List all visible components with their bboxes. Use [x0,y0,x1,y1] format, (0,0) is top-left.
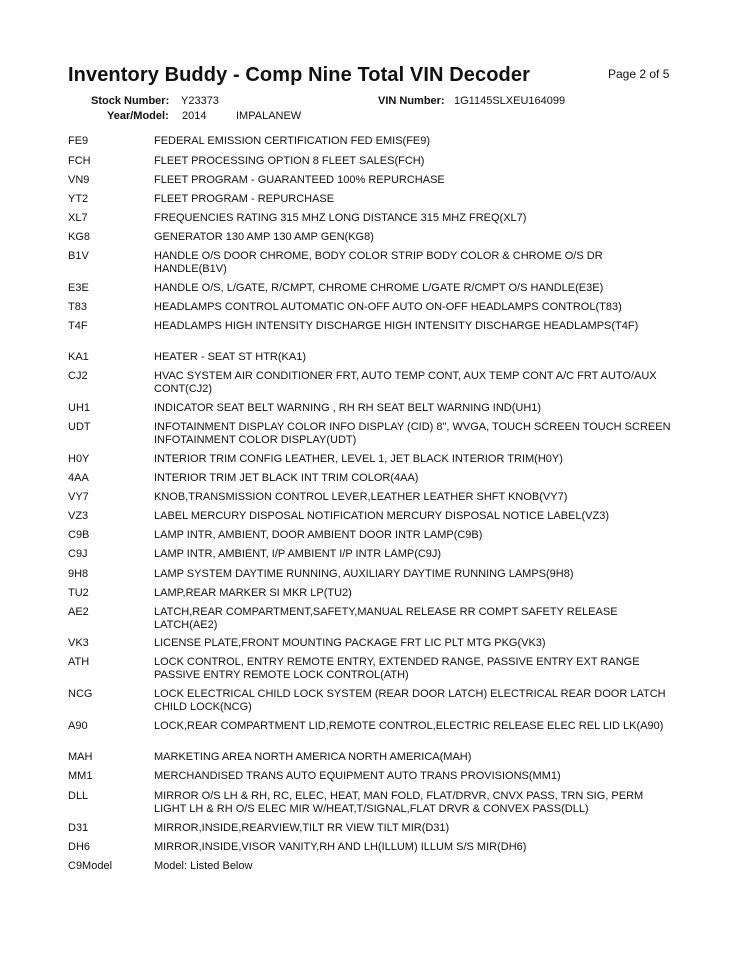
option-description: GENERATOR 130 AMP 130 AMP GEN(KG8) [154,231,374,243]
option-code: UDT [68,421,91,433]
option-code: CJ2 [68,370,88,382]
option-code: KG8 [68,231,91,243]
option-code: C9J [68,548,88,560]
page-number: Page 2 of 5 [608,67,670,81]
vin-number-label: VIN Number: [378,95,445,107]
option-code: T83 [68,301,87,313]
option-code: NCG [68,688,93,700]
option-description: INTERIOR TRIM JET BLACK INT TRIM COLOR(4AA) [154,472,419,484]
option-description: MIRROR O/S LH & RH, RC, ELEC, HEAT, MAN FOLD, FLAT/DRVR, CNVX PASS, TRN SIG, PERM LIGHT LH & RH O/S ELEC MIR W/HEAT,T/SIGNAL,FLAT DRVR & CONVEX PASS(DLL) [154,790,644,815]
vin-number-value: 1G1145SLXEU164099 [454,95,566,107]
option-description: FREQUENCIES RATING 315 MHZ LONG DISTANCE 315 MHZ FREQ(XL7) [154,212,527,224]
option-description: LOCK CONTROL, ENTRY REMOTE ENTRY, EXTENDED RANGE, PASSIVE ENTRY EXT RANGE PASSIVE ENTRY REMOTE LOCK CONTROL(ATH) [154,656,640,681]
option-description: MARKETING AREA NORTH AMERICA NORTH AMERICA(MAH) [154,751,472,763]
option-description: FEDERAL EMISSION CERTIFICATION FED EMIS(FE9) [154,135,431,147]
option-code: FE9 [68,135,89,147]
option-description: HEADLAMPS CONTROL AUTOMATIC ON-OFF AUTO ON-OFF HEADLAMPS CONTROL(T83) [154,301,622,313]
option-code: DLL [68,790,89,802]
option-description: INTERIOR TRIM CONFIG LEATHER, LEVEL 1, JET BLACK INTERIOR TRIM(H0Y) [154,453,563,465]
option-code: DH6 [68,841,91,853]
stock-number-value: Y23373 [181,95,219,107]
option-description: LOCK ELECTRICAL CHILD LOCK SYSTEM (REAR DOOR LATCH) ELECTRICAL REAR DOOR LATCH CHILD LOCK(NCG) [154,688,666,713]
option-code: VY7 [68,491,89,503]
option-description: LICENSE PLATE,FRONT MOUNTING PACKAGE FRT LIC PLT MTG PKG(VK3) [154,637,546,649]
page-title: Inventory Buddy - Comp Nine Total VIN Decoder [68,64,530,86]
option-code: VK3 [68,637,89,649]
option-description: LAMP INTR, AMBIENT, I/P AMBIENT I/P INTR LAMP(C9J) [154,548,442,560]
option-code: VN9 [68,174,90,186]
option-code: A90 [68,720,88,732]
option-code: YT2 [68,193,89,205]
option-code: T4F [68,320,88,332]
option-code: TU2 [68,587,89,599]
option-code: KA1 [68,351,89,363]
option-description: FLEET PROGRAM - GUARANTEED 100% REPURCHASE [154,174,445,186]
option-code: UH1 [68,402,91,414]
stock-number-label: Stock Number: [91,95,170,107]
option-description: LAMP INTR, AMBIENT, DOOR AMBIENT DOOR INTR LAMP(C9B) [154,529,483,541]
option-code: C9B [68,529,90,541]
option-description: MIRROR,INSIDE,REARVIEW,TILT RR VIEW TILT MIR(D31) [154,822,450,834]
option-description: LAMP,REAR MARKER SI MKR LP(TU2) [154,587,352,599]
year-model-label: Year/Model: [107,110,169,122]
option-description: INFOTAINMENT DISPLAY COLOR INFO DISPLAY (CID) 8", WVGA, TOUCH SCREEN TOUCH SCREEN INFOTAINMENT COLOR DISPLAY(UDT) [154,421,671,446]
option-code: B1V [68,250,89,262]
option-code: C9Model [68,860,113,872]
option-description: LABEL MERCURY DISPOSAL NOTIFICATION MERCURY DISPOSAL NOTICE LABEL(VZ3) [154,510,609,522]
option-description: MIRROR,INSIDE,VISOR VANITY,RH AND LH(ILLUM) ILLUM S/S MIR(DH6) [154,841,527,853]
option-code: 9H8 [68,568,89,580]
option-code: MM1 [68,770,93,782]
option-description: FLEET PROCESSING OPTION 8 FLEET SALES(FCH) [154,155,425,167]
option-code: AE2 [68,606,89,618]
option-description: HEADLAMPS HIGH INTENSITY DISCHARGE HIGH INTENSITY DISCHARGE HEADLAMPS(T4F) [154,320,639,332]
option-code: VZ3 [68,510,89,522]
option-code: D31 [68,822,89,834]
option-code: MAH [68,751,93,763]
option-code: H0Y [68,453,90,465]
option-description: Model: Listed Below [154,860,253,872]
option-description: HANDLE O/S DOOR CHROME, BODY COLOR STRIP BODY COLOR & CHROME O/S DR HANDLE(B1V) [154,250,603,275]
option-description: HEATER - SEAT ST HTR(KA1) [154,351,306,363]
option-code: ATH [68,656,90,668]
option-description: HVAC SYSTEM AIR CONDITIONER FRT, AUTO TEMP CONT, AUX TEMP CONT A/C FRT AUTO/AUX CONT(CJ2) [154,370,657,395]
option-description: MERCHANDISED TRANS AUTO EQUIPMENT AUTO TRANS PROVISIONS(MM1) [154,770,561,782]
option-description: LATCH,REAR COMPARTMENT,SAFETY,MANUAL RELEASE RR COMPT SAFETY RELEASE LATCH(AE2) [154,606,618,631]
option-description: LOCK,REAR COMPARTMENT LID,REMOTE CONTROL,ELECTRIC RELEASE ELEC REL LID LK(A90) [154,720,664,732]
year-value: 2014 [182,110,207,122]
option-code: FCH [68,155,91,167]
option-description: LAMP SYSTEM DAYTIME RUNNING, AUXILIARY DAYTIME RUNNING LAMPS(9H8) [154,568,574,580]
option-description: KNOB,TRANSMISSION CONTROL LEVER,LEATHER LEATHER SHFT KNOB(VY7) [154,491,568,503]
option-code: 4AA [68,472,89,484]
option-description: FLEET PROGRAM - REPURCHASE [154,193,335,205]
model-value: IMPALANEW [236,110,302,122]
option-code: XL7 [68,212,88,224]
option-description: HANDLE O/S, L/GATE, R/CMPT, CHROME CHROME L/GATE R/CMPT O/S HANDLE(E3E) [154,282,604,294]
option-code: E3E [68,282,89,294]
option-description: INDICATOR SEAT BELT WARNING , RH RH SEAT BELT WARNING IND(UH1) [154,402,542,414]
